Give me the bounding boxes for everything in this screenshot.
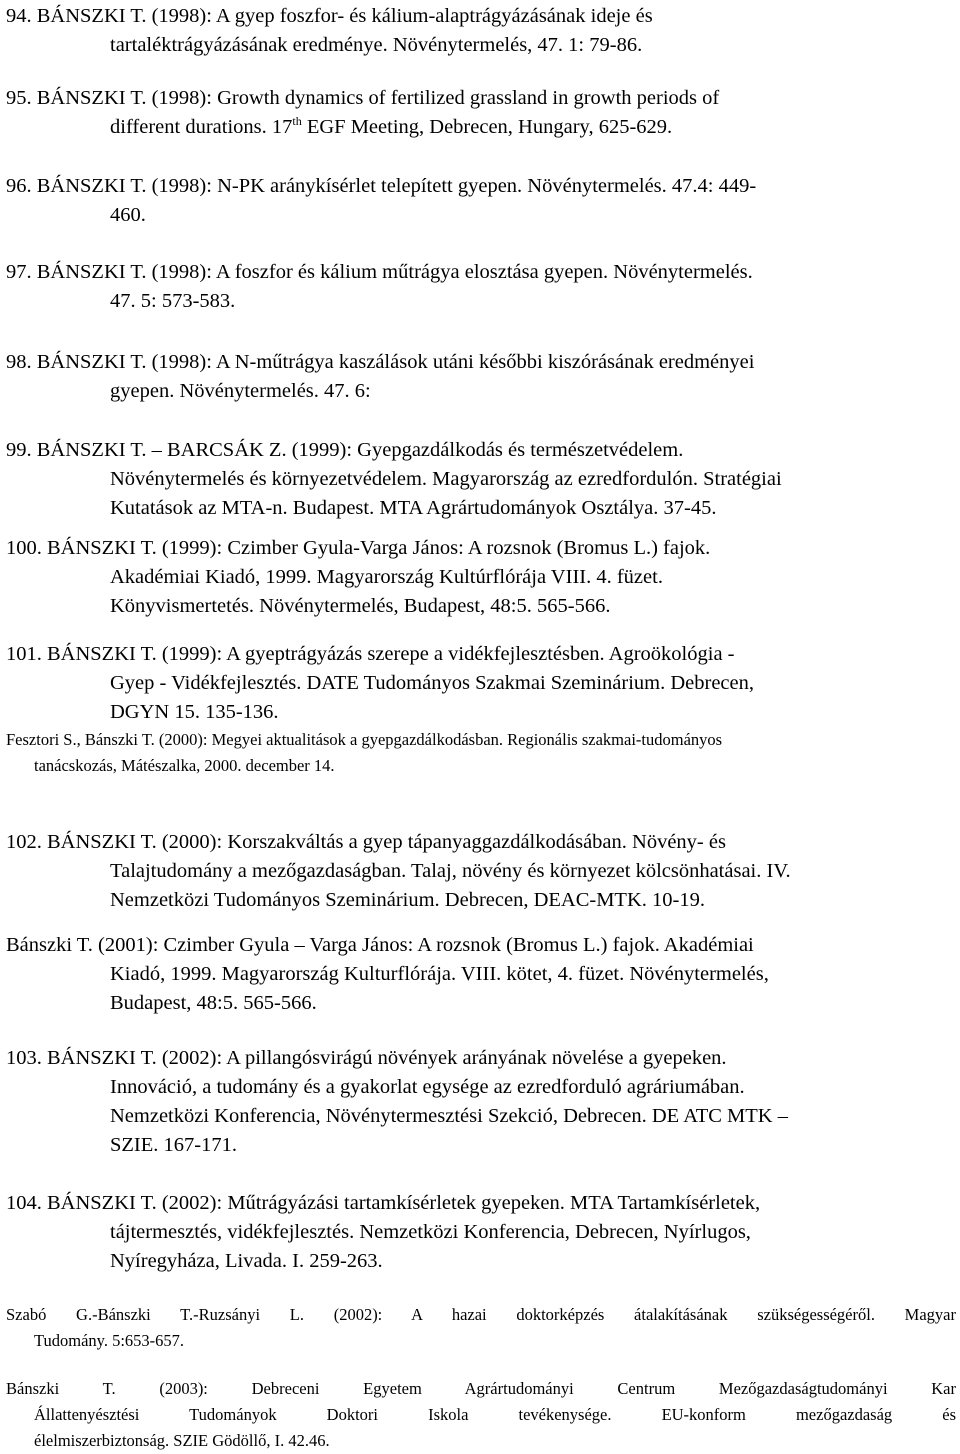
ref-line: Gyep - Vidékfejlesztés. DATE Tudományos Szakmai Szeminárium. Debrecen, xyxy=(110,672,754,694)
superscript: th xyxy=(292,114,302,129)
ref-line: 99. BÁNSZKI T. – BARCSÁK Z. (1999): Gyepgazdálkodás és természetvédelem. xyxy=(6,439,684,461)
reference-entry-103 xyxy=(6,1044,956,1160)
ref-line: Növénytermelés és környezetvédelem. Magyarország az ezredfordulón. Stratégiai xyxy=(110,468,782,490)
reference-entry-banszki-2003 xyxy=(6,1376,956,1454)
ref-line: Nemzetközi Tudományos Szeminárium. Debrecen, DEAC-MTK. 10-19. xyxy=(110,889,705,911)
ref-line: tájtermesztés, vidékfejlesztés. Nemzetközi Konferencia, Debrecen, Nyírlugos, xyxy=(110,1221,751,1243)
ref-line: DGYN 15. 135-136. xyxy=(110,701,279,723)
ref-line: 100. BÁNSZKI T. (1999): Czimber Gyula-Varga János: A rozsnok (Bromus L.) fajok. xyxy=(6,537,711,559)
ref-line: Kiadó, 1999. Magyarország Kulturflórája. VIII. kötet, 4. füzet. Növénytermelés, xyxy=(110,963,769,985)
ref-line: 94. BÁNSZKI T. (1998): A gyep foszfor- és kálium-alaptrágyázásának ideje és xyxy=(6,5,653,27)
ref-line: gyepen. Növénytermelés. 47. 6: xyxy=(110,380,371,402)
ref-line: 103. BÁNSZKI T. (2002): A pillangósvirágú növények arányának növelése a gyepeken. xyxy=(6,1047,727,1069)
ref-line: Bánszki T. (2003): Debreceni Egyetem Agrártudományi Centrum Mezőgazdaságtudományi Kar xyxy=(6,1379,956,1398)
ref-line: 102. BÁNSZKI T. (2000): Korszakváltás a gyep tápanyaggazdálkodásában. Növény- és xyxy=(6,831,726,853)
ref-line: 97. BÁNSZKI T. (1998): A foszfor és kálium műtrágya elosztása gyepen. Növénytermelés. xyxy=(6,261,753,283)
reference-entry-fesztori xyxy=(6,727,956,779)
ref-line: Nemzetközi Konferencia, Növénytermesztési Szekció, Debrecen. DE ATC MTK – xyxy=(110,1105,788,1127)
ref-text: EGF Meeting, Debrecen, Hungary, 625-629. xyxy=(301,116,673,138)
reference-entry-94 xyxy=(6,2,956,60)
reference-entry-98 xyxy=(6,348,956,406)
ref-line: Kutatások az MTA-n. Budapest. MTA Agrártudományok Osztálya. 37-45. xyxy=(110,497,717,519)
ref-line: élelmiszerbiztonság. SZIE Gödöllő, I. 42.46. xyxy=(34,1431,330,1450)
ref-line: 95. BÁNSZKI T. (1998): Growth dynamics of fertilized grassland in growth periods of xyxy=(6,87,720,109)
ref-line: Talajtudomány a mezőgazdaságban. Talaj, növény és környezet kölcsönhatásai. IV. xyxy=(110,860,791,882)
ref-line: 98. BÁNSZKI T. (1998): A N-műtrágya kaszálások utáni későbbi kiszórásának eredményei xyxy=(6,351,755,373)
reference-entry-104 xyxy=(6,1189,956,1276)
ref-line: Szabó G.-Bánszki T.-Ruzsányi L. (2002): A hazai doktorképzés átalakításának szükségességéről. Magyar xyxy=(6,1305,956,1324)
ref-text: different durations. 17 xyxy=(110,116,293,138)
ref-line: Állattenyésztési Tudományok Doktori Iskola tevékenysége. EU-konform mezőgazdaság és xyxy=(34,1405,956,1424)
ref-line: Budapest, 48:5. 565-566. xyxy=(110,992,317,1014)
ref-line: Tudomány. 5:653-657. xyxy=(34,1331,185,1350)
reference-entry-szabo xyxy=(6,1302,956,1354)
ref-line: 47. 5: 573-583. xyxy=(110,290,236,312)
ref-line: Bánszki T. (2001): Czimber Gyula – Varga János: A rozsnok (Bromus L.) fajok. Akadémiai xyxy=(6,934,754,956)
reference-entry-95 xyxy=(6,84,956,142)
reference-entry-97 xyxy=(6,258,956,316)
ref-line: tanácskozás, Mátészalka, 2000. december 14. xyxy=(34,756,335,775)
ref-line: 104. BÁNSZKI T. (2002): Műtrágyázási tartamkísérletek gyepeken. MTA Tartamkísérletek, xyxy=(6,1192,761,1214)
reference-entry-banszki-2001 xyxy=(6,931,956,1018)
ref-line: Fesztori S., Bánszki T. (2000): Megyei aktualitások a gyepgazdálkodásban. Regionális szakmai-tudományos xyxy=(6,730,723,749)
ref-line: SZIE. 167-171. xyxy=(110,1134,237,1156)
ref-line: Könyvismertetés. Növénytermelés, Budapest, 48:5. 565-566. xyxy=(110,595,611,617)
reference-entry-101 xyxy=(6,640,956,727)
ref-line: 460. xyxy=(110,204,146,226)
ref-line: 96. BÁNSZKI T. (1998): N-PK aránykísérlet telepített gyepen. Növénytermelés. 47.4: 449- xyxy=(6,175,757,197)
reference-entry-102 xyxy=(6,828,956,915)
ref-line xyxy=(6,113,956,142)
ref-line: 101. BÁNSZKI T. (1999): A gyeptrágyázás szerepe a vidékfejlesztésben. Agroökológia - xyxy=(6,643,735,665)
ref-line: Nyíregyháza, Livada. I. 259-263. xyxy=(110,1250,383,1272)
ref-line: Akadémiai Kiadó, 1999. Magyarország Kultúrflórája VIII. 4. füzet. xyxy=(110,566,663,588)
ref-line: Innováció, a tudomány és a gyakorlat egysége az ezredforduló agráriumában. xyxy=(110,1076,745,1098)
reference-entry-100 xyxy=(6,534,956,621)
ref-line: tartaléktrágyázásának eredménye. Növénytermelés, 47. 1: 79-86. xyxy=(110,34,643,56)
reference-entry-99 xyxy=(6,436,956,523)
reference-entry-96 xyxy=(6,172,956,230)
